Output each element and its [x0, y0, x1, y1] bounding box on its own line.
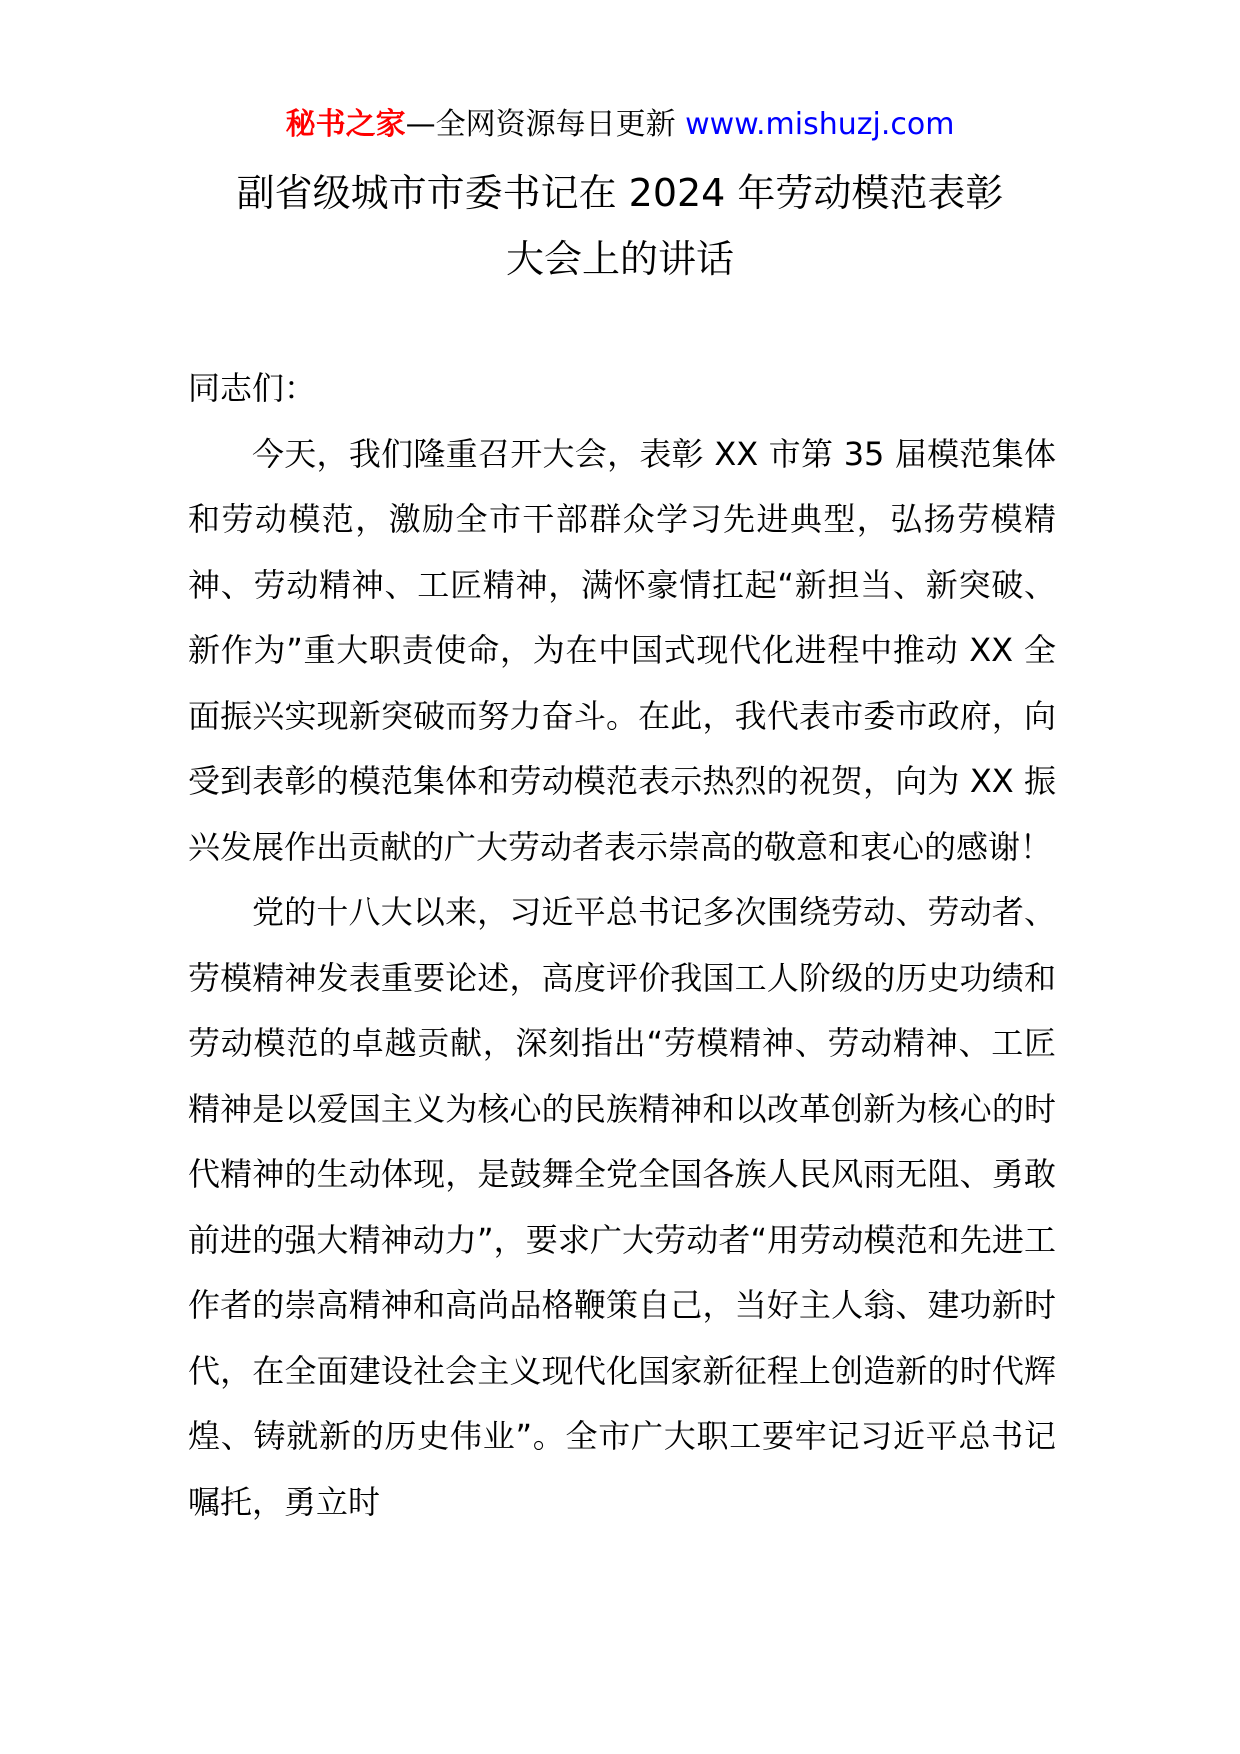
document-body — [188, 356, 1056, 1535]
brand-name: 秘书之家 — [285, 107, 406, 142]
salutation: 同志们： — [188, 369, 317, 407]
title-line-1: 副省级城市市委书记在 2024 年劳动模范表彰 — [236, 171, 1004, 215]
site-header — [0, 103, 1240, 147]
site-url: www.mishuzj.com — [685, 107, 955, 142]
paragraph-1: 今天，我们隆重召开大会，表彰 XX 市第 35 届模范集体和劳动模范，激励全市干部群众学习先进典型，弘扬劳模精神、劳动精神、工匠精神，满怀豪情扛起“新担当、新突破、新作为”重大职责使命，为在中国式现代化进程中推动 XX 全面振兴实现新突破而努力奋斗。在此，我代表市委市政府，向受到表彰的模范集体和劳动模范表示热烈的祝贺，向为 XX 振兴发展作出贡献的广大劳动者表示崇高的敬意和衷心的感谢！ — [188, 434, 1056, 866]
title-line-2: 大会上的讲话 — [505, 237, 734, 281]
document-title — [120, 160, 1120, 292]
header-tagline: —全网资源每日更新 — [405, 107, 686, 142]
paragraph-2: 党的十八大以来，习近平总书记多次围绕劳动、劳动者、劳模精神发表重要论述，高度评价我国工人阶级的历史功绩和劳动模范的卓越贡献，深刻指出“劳模精神、劳动精神、工匠精神是以爱国主义为核心的民族精神和以改革创新为核心的时代精神的生动体现，是鼓舞全党全国各族人民风雨无阻、勇敢前进的强大精神动力”，要求广大劳动者“用劳动模范和先进工作者的崇高精神和高尚品格鞭策自己，当好主人翁、建功新时代，在全面建设社会主义现代化国家新征程上创造新的时代辉煌、铸就新的历史伟业”。全市广大职工要牢记习近平总书记嘱托，勇立时 — [188, 893, 1056, 1521]
